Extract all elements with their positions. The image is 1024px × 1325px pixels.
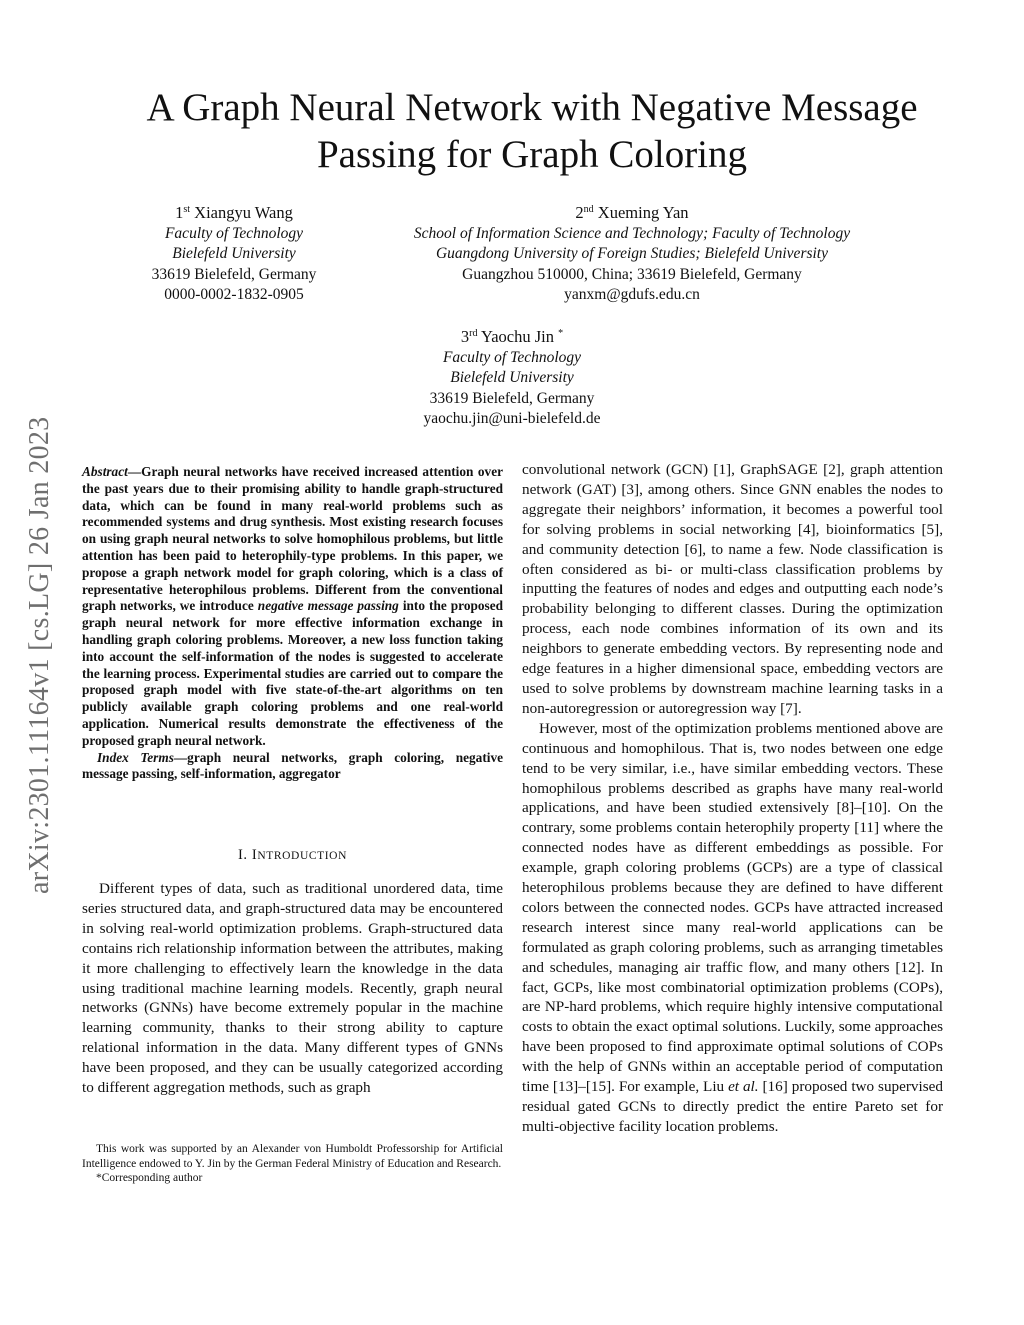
right-paragraph-2	[522, 719, 943, 1137]
author-1-affiliation-1: Faculty of Technology	[164, 224, 304, 242]
abstract-text-a: Graph neural networks have received increased attention over the past years due to their promising ability to handle graph-structured data, which can be found in many real-world problems such as recommended systems and drug synthesis. Most existing research focuses on using graph neural networks to solve homophilous problems, but little attention has been paid to heterophily-type problems. In this paper, we propose a graph network model for graph coloring, which is a class of representative heterophilous problems. Different from the conventional graph networks, we introduce	[82, 464, 503, 614]
section-initial: I	[251, 847, 258, 863]
title-line-1: A Graph Neural Network with Negative Message	[146, 86, 918, 129]
index-terms	[82, 750, 503, 784]
footnote-corresponding: *Corresponding author	[96, 1172, 203, 1185]
abstract-dash: —	[127, 464, 142, 479]
abstract-paragraph	[82, 464, 503, 750]
author-1-ordinal-suffix: st	[183, 204, 191, 215]
index-terms-text: graph neural networks, graph coloring, negative message passing, self-information, aggregator	[82, 749, 503, 782]
author-3-address: 33619 Bielefeld, Germany	[429, 389, 595, 407]
author-3-affiliation-2: Bielefeld University	[450, 369, 574, 386]
introduction-right-column	[522, 460, 943, 1137]
author-3-name: Yaochu Jin	[480, 327, 555, 346]
author-3-affiliation-1: Faculty of Technology	[442, 348, 582, 366]
author-2-email[interactable]: yanxm@gdufs.edu.cn	[564, 286, 700, 303]
footnotes	[82, 1142, 503, 1186]
abstract-text-b: into the proposed graph neural network for more effective information exchange in handling graph coloring problems. Moreover, a new loss function taking into account the self-information of the nodes is suggested to accelerate the learning process. Experimental studies are carried out to compare the proposed graph model with five state-of-the-art algorithms on ten publicly available graph coloring problems and one real-world application. Numerical results demonstrate the effectiveness of the proposed graph neural network.	[82, 598, 503, 748]
introduction-left-column	[82, 879, 503, 1098]
abstract-emphasis: negative message passing	[257, 598, 399, 614]
right-paragraph-1: convolutional network (GCN) [1], GraphSAGE [2], graph attention network (GAT) [3], among others. Since GNN enables the nodes to aggregate their neighbors’ information, it becomes a powerful tool for solving problems in social networking [4], bioinformatics [5], and community detection [6], to name a few. Node classification is often considered as bi- or multi-class classification problems by inputting the features of nodes and edges and outputting each node’s probability belonging to different classes. During the optimization process, each node combines information of its own and its neighbors to generate embedding vectors. By representing node and edge features in a higher dimensional space, embedding vectors are used to solve problems by downstream machine learning tasks in a non-autoregression or autoregression way [7].	[522, 461, 943, 717]
abstract-block	[82, 464, 503, 783]
author-1-address: 33619 Bielefeld, Germany	[151, 265, 317, 283]
author-block-3	[380, 327, 644, 430]
footnote-funding: This work was supported by an Alexander von Humboldt Professorship for Artificial Intelligence endowed to Y. Jin by the German Federal Ministry of Education and Research.	[82, 1143, 503, 1170]
author-block-2	[366, 203, 898, 306]
section-heading-introduction	[82, 847, 503, 864]
index-terms-dash: —	[173, 749, 188, 765]
author-2-ordinal-suffix: nd	[583, 204, 594, 215]
author-block-1	[128, 203, 340, 306]
author-3-email[interactable]: yaochu.jin@uni-bielefeld.de	[423, 410, 601, 427]
arxiv-identifier: arXiv:2301.11164v1 [cs.LG] 26 Jan 2023	[24, 416, 55, 894]
author-2-affiliation-1: School of Information Science and Technology; Faculty of Technology	[413, 224, 851, 242]
right-paragraph-2-b: [16] proposed two supervised residual gated GCNs to directly predict the entire Pareto set for multi-objective facility location problems.	[522, 1078, 943, 1135]
corresponding-author-mark: *	[558, 328, 564, 339]
section-title-rest: NTRODUCTION	[257, 850, 347, 862]
paper-title	[60, 84, 1004, 178]
author-1-name: Xiangyu Wang	[194, 203, 293, 222]
section-number: I.	[238, 847, 248, 863]
intro-paragraph: Different types of data, such as traditional unordered data, time series structured data, and graph-structured data may be encountered in solving real-world optimization problems. Graph-structured data contains rich relationship information between the attributes, making it more challenging to effectively learn the knowledge in the data using traditional machine learning models. Recently, graph neural networks (GNNs) have become extremely popular in the machine learning community, thanks to their strong ability to capture relational information in the data. Many different types of GNNs have been proposed, and they can be usually categorized according to different aggregation methods, such as graph	[82, 880, 503, 1097]
author-3-ordinal: 3	[460, 327, 470, 346]
author-1-ordinal: 1	[175, 203, 184, 222]
author-2-address: Guangzhou 510000, China; 33619 Bielefeld, Germany	[462, 265, 802, 283]
author-3-ordinal-suffix: rd	[469, 328, 478, 339]
title-line-2: Passing for Graph Coloring	[316, 133, 748, 176]
author-2-ordinal: 2	[575, 203, 584, 222]
right-paragraph-2-a: However, most of the optimization problems mentioned above are continuous and homophilous. That is, two nodes between one edge tend to be very similar, i.e., have similar embedding vectors. These homophilous problems described as graphs have many real-world applications, and have been studied extensively [8]–[10]. On the contrary, some problems contain heterophily property [11] where the connected nodes have as different embeddings as possible. For example, graph coloring problems (GCPs) are a type of classical heterophilous problems because they are defined to have different colors between the connected nodes. GCPs have attracted increased research interest since many real-world applications can be formulated as graph coloring problems, such as arranging timetables and schedules, managing air traffic flow, and many others [12]. In fact, GCPs, like most combinatorial optimization problems (COPs), are NP-hard problems, which require highly intensive computational costs to obtain the exact optimal solutions. Luckily, some approaches have been proposed to find approximate optimal solutions of COPs with the help of GNNs within an acceptable period of computation time [13]–[15]. For example, Liu	[522, 719, 943, 1096]
author-2-name: Xueming Yan	[597, 203, 689, 222]
author-1-orcid: 0000-0002-1832-0905	[164, 286, 304, 303]
et-al: et al.	[728, 1078, 759, 1096]
author-1-affiliation-2: Bielefeld University	[172, 245, 296, 262]
index-terms-label: Index Terms	[97, 749, 174, 765]
author-2-affiliation-2: Guangdong University of Foreign Studies; Bielefeld University	[435, 245, 828, 262]
abstract-label: Abstract	[82, 464, 128, 479]
